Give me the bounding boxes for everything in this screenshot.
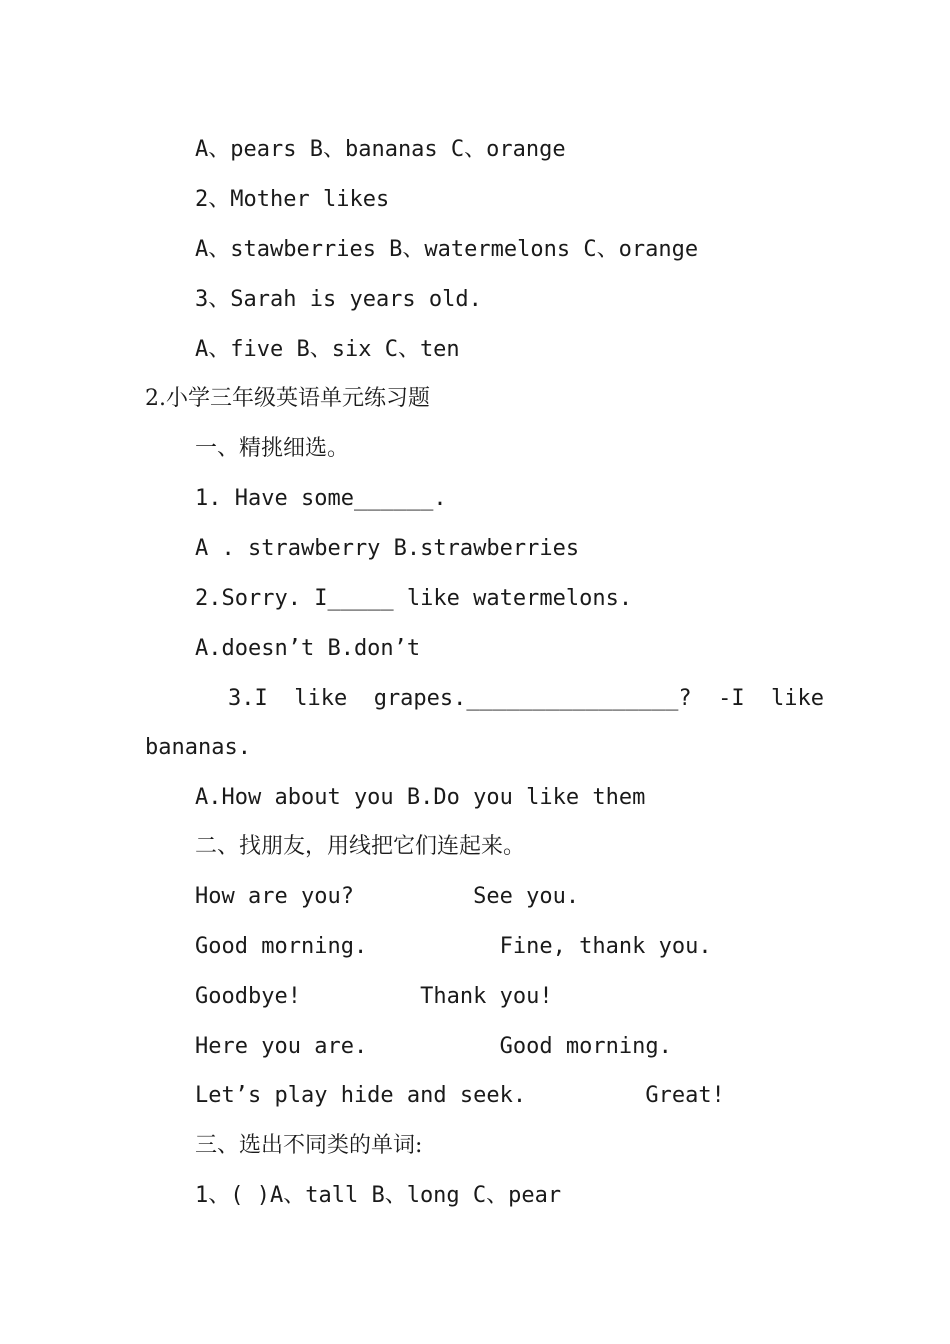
section-title: 2.小学三年级英语单元练习题 [145,386,430,411]
question-line: 2.Sorry. I_____ like watermelons. [195,586,633,611]
answer-options-line: A.How about you B.Do you like them [195,785,646,810]
part-heading: 三、选出不同类的单词: [195,1133,423,1158]
matching-pair-line: How are you? See you. [195,884,580,909]
question-line: 3、Sarah is years old. [195,287,482,312]
question-continuation: bananas. [145,735,251,760]
answer-options-line: A.doesn’t B.don’t [195,636,421,661]
matching-pair-line: Good morning. Fine, thank you. [195,934,712,959]
answer-options-line: A、stawberries B、watermelons C、orange [195,237,699,262]
answer-options-line: A、pears B、bananas C、orange [195,137,566,162]
question-line: 1. Have some______. [195,486,447,511]
matching-pair-line: Here you are. Good morning. [195,1034,672,1059]
answer-options-line: A、five B、six C、ten [195,337,460,362]
question-line: 2、Mother likes [195,187,390,212]
part-heading: 一、精挑细选。 [195,436,350,461]
matching-pair-line: Let’s play hide and seek. Great! [195,1083,725,1108]
matching-pair-line: Goodbye! Thank you! [195,984,553,1009]
part-heading: 二、找朋友，用线把它们连起来。 [195,834,526,859]
answer-options-line: A . strawberry B.strawberries [195,536,580,561]
question-line: 3.I like grapes.________________? -I like [228,686,825,711]
question-line: 1、( )A、tall B、long C、pear [195,1183,562,1208]
